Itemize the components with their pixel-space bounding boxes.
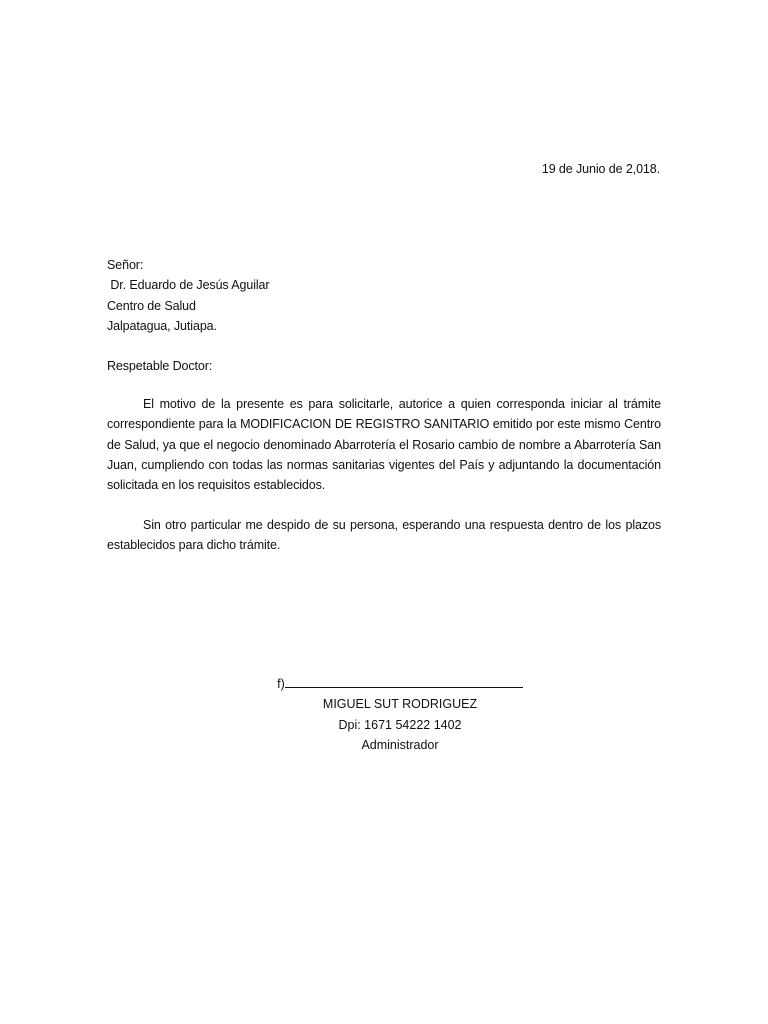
signer-role: Administrador bbox=[361, 737, 439, 752]
signature-prefix: f) bbox=[277, 677, 285, 691]
recipient-name: Dr. Eduardo de Jesús Aguilar bbox=[107, 278, 270, 293]
body-paragraph-request: El motivo de la presente es para solicitarle, autorice a quien corresponda iniciar al trámite correspondiente para la MODIFICACION DE REGISTRO SANITARIO emitido por este mismo Centro de Salud, ya que el negocio denominado Abarrotería el Rosario cambio de nombre a Abarrotería San Juan, cumpliendo con todas las normas sanitarias vigentes del País y adjuntando la documentación solicitada en los requisitos establecidos. bbox=[107, 397, 661, 493]
body-paragraph-closing: Sin otro particular me despido de su persona, esperando una respuesta dentro de los plazos establecidos para dicho trámite. bbox=[107, 518, 661, 553]
recipient-location: Jalpatagua, Jutiapa. bbox=[107, 318, 217, 333]
signer-dpi: Dpi: 1671 54222 1402 bbox=[338, 717, 462, 732]
signature-rule bbox=[285, 674, 523, 688]
signer-name: MIGUEL SUT RODRIGUEZ bbox=[322, 697, 478, 712]
signature-block bbox=[250, 674, 550, 755]
letter-date: 19 de Junio de 2,018. bbox=[541, 162, 660, 176]
recipient-salutation: Señor: bbox=[107, 258, 144, 272]
letter-greeting: Respetable Doctor: bbox=[107, 359, 213, 373]
recipient-block bbox=[107, 255, 269, 336]
signature-line bbox=[250, 674, 550, 694]
recipient-institution: Centro de Salud bbox=[107, 298, 196, 313]
